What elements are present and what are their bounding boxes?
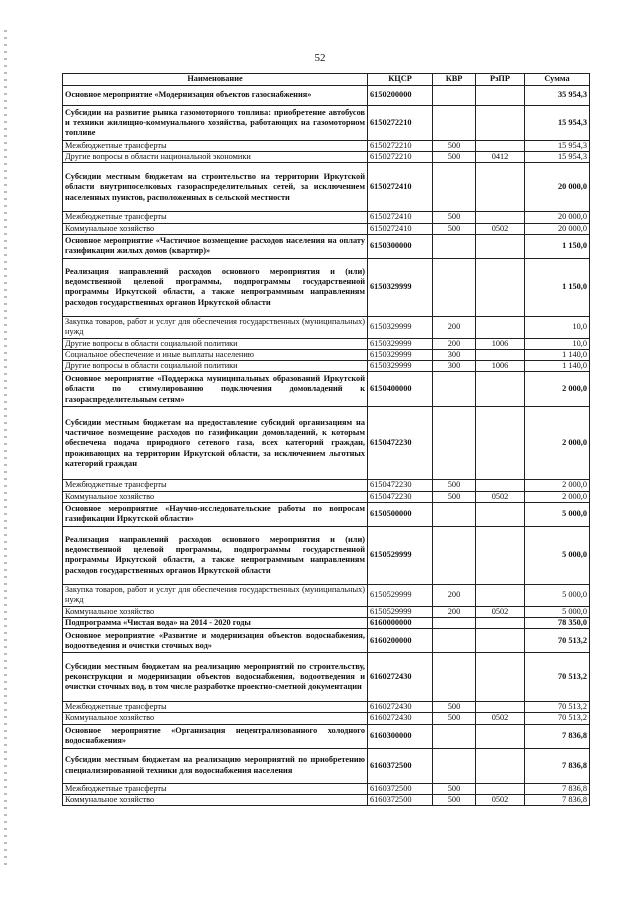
- row-kvr: [433, 502, 476, 526]
- row-rzpr: 0412: [476, 152, 525, 163]
- table-row: [63, 223, 590, 234]
- row-kvr: 500: [433, 783, 476, 794]
- row-name: Закупка товаров, работ и услуг для обеспечения государственных (муниципальных) нужд: [63, 316, 368, 338]
- row-kcsr: 6160372500: [368, 783, 433, 794]
- row-kvr: 500: [433, 713, 476, 724]
- table-body: [63, 86, 590, 806]
- row-name: Межбюджетные трансферты: [63, 141, 368, 152]
- table-row: [63, 372, 590, 407]
- row-name: Другие вопросы в области социальной политики: [63, 361, 368, 372]
- row-name: Коммунальное хозяйство: [63, 491, 368, 502]
- row-kcsr: 6150529999: [368, 526, 433, 584]
- table-row: [63, 713, 590, 724]
- row-sum: 10,0: [525, 338, 590, 349]
- row-rzpr: [476, 748, 525, 783]
- row-kvr: 500: [433, 794, 476, 805]
- row-name: Коммунальное хозяйство: [63, 794, 368, 805]
- row-rzpr: [476, 724, 525, 748]
- row-sum: 20 000,0: [525, 223, 590, 234]
- row-kvr: 500: [433, 480, 476, 491]
- row-rzpr: 0502: [476, 713, 525, 724]
- row-sum: 15 954,3: [525, 141, 590, 152]
- table-row: [63, 141, 590, 152]
- row-kcsr: 6150329999: [368, 361, 433, 372]
- row-name: Межбюджетные трансферты: [63, 783, 368, 794]
- row-kcsr: 6160272430: [368, 713, 433, 724]
- row-kvr: [433, 629, 476, 653]
- row-name: Другие вопросы в области социальной политики: [63, 338, 368, 349]
- row-sum: 15 954,3: [525, 152, 590, 163]
- row-kvr: [433, 526, 476, 584]
- row-name: Закупка товаров, работ и услуг для обеспечения государственных (муниципальных) нужд: [63, 584, 368, 606]
- row-kvr: 500: [433, 702, 476, 713]
- header-kvr: КВР: [433, 74, 476, 86]
- row-kvr: [433, 258, 476, 316]
- row-kvr: 500: [433, 223, 476, 234]
- table-row: [63, 350, 590, 361]
- row-name: Основное мероприятие «Поддержка муниципальных образований Иркутской области по стимулированию подключения домовладений к газораспределительным сетям»: [63, 372, 368, 407]
- row-name: Коммунальное хозяйство: [63, 713, 368, 724]
- row-kcsr: 6160272430: [368, 653, 433, 702]
- row-kvr: [433, 86, 476, 106]
- row-kvr: 500: [433, 152, 476, 163]
- row-rzpr: [476, 86, 525, 106]
- row-kcsr: 6150272210: [368, 141, 433, 152]
- table-row: [63, 724, 590, 748]
- row-kcsr: 6150300000: [368, 234, 433, 258]
- row-sum: 20 000,0: [525, 212, 590, 223]
- row-sum: 20 000,0: [525, 163, 590, 212]
- row-sum: 70 513,2: [525, 653, 590, 702]
- table-row: [63, 606, 590, 617]
- row-sum: 15 954,3: [525, 106, 590, 141]
- row-name: Межбюджетные трансферты: [63, 212, 368, 223]
- row-kvr: 300: [433, 361, 476, 372]
- row-rzpr: [476, 480, 525, 491]
- table-row: [63, 338, 590, 349]
- row-kvr: [433, 653, 476, 702]
- row-kvr: 200: [433, 316, 476, 338]
- row-rzpr: [476, 629, 525, 653]
- row-sum: 7 836,8: [525, 724, 590, 748]
- row-kcsr: 6150272410: [368, 212, 433, 223]
- row-name: Основное мероприятие «Научно-исследовательские работы по вопросам газификации Иркутской области»: [63, 502, 368, 526]
- table-row: [63, 783, 590, 794]
- row-rzpr: [476, 407, 525, 480]
- row-rzpr: [476, 584, 525, 606]
- table-row: [63, 212, 590, 223]
- row-name: Межбюджетные трансферты: [63, 702, 368, 713]
- row-rzpr: [476, 350, 525, 361]
- table-row: [63, 526, 590, 584]
- row-sum: 1 140,0: [525, 361, 590, 372]
- table-row: [63, 480, 590, 491]
- table-row: [63, 653, 590, 702]
- row-sum: 10,0: [525, 316, 590, 338]
- row-sum: 5 000,0: [525, 606, 590, 617]
- row-name: Субсидии местным бюджетам на реализацию мероприятий по строительству, реконструкции и модернизации объектов водоснабжения, водоотведения и очистки сточных вод, в том числе разработке проектно-сметной документации: [63, 653, 368, 702]
- row-sum: 78 350,0: [525, 618, 590, 629]
- row-kcsr: 6150329999: [368, 338, 433, 349]
- row-kvr: [433, 407, 476, 480]
- row-kcsr: 6150472230: [368, 491, 433, 502]
- row-name: Основное мероприятие «Частичное возмещение расходов населения на оплату газификации жилых домов (квартир)»: [63, 234, 368, 258]
- row-name: Основное мероприятие «Модернизация объектов газоснабжения»: [63, 86, 368, 106]
- row-sum: 5 000,0: [525, 502, 590, 526]
- row-sum: 1 140,0: [525, 350, 590, 361]
- header-name: Наименование: [63, 74, 368, 86]
- row-rzpr: [476, 502, 525, 526]
- row-sum: 2 000,0: [525, 480, 590, 491]
- table-row: [63, 584, 590, 606]
- row-kcsr: 6150272410: [368, 163, 433, 212]
- row-kcsr: 6150529999: [368, 584, 433, 606]
- row-kvr: [433, 372, 476, 407]
- row-rzpr: [476, 234, 525, 258]
- table-row: [63, 618, 590, 629]
- table-row: [63, 502, 590, 526]
- row-kcsr: 6150472230: [368, 480, 433, 491]
- table-row: [63, 702, 590, 713]
- row-sum: 1 150,0: [525, 258, 590, 316]
- row-sum: 7 836,8: [525, 748, 590, 783]
- row-rzpr: [476, 783, 525, 794]
- row-kcsr: 6150329999: [368, 350, 433, 361]
- row-sum: 5 000,0: [525, 584, 590, 606]
- row-rzpr: [476, 106, 525, 141]
- row-kcsr: 6150272410: [368, 223, 433, 234]
- row-name: Субсидии местным бюджетам на строительство на территории Иркутской области внутрипоселковых газораспределительных сетей, за исключением населенных пунктов, расположенных в сельской местности: [63, 163, 368, 212]
- table-row: [63, 629, 590, 653]
- table-row: [63, 361, 590, 372]
- row-kcsr: 6150272210: [368, 106, 433, 141]
- row-kcsr: 6150472230: [368, 407, 433, 480]
- row-name: Субсидии местным бюджетам на реализацию мероприятий по приобретению специализированной техники для водоснабжения населения: [63, 748, 368, 783]
- table-row: [63, 794, 590, 805]
- row-name: Подпрограмма «Чистая вода» на 2014 - 2020 годы: [63, 618, 368, 629]
- table-row: [63, 407, 590, 480]
- row-rzpr: [476, 163, 525, 212]
- row-name: Межбюджетные трансферты: [63, 480, 368, 491]
- row-rzpr: [476, 141, 525, 152]
- table-row: [63, 106, 590, 141]
- row-rzpr: [476, 618, 525, 629]
- header-sum: Сумма: [525, 74, 590, 86]
- row-name: Коммунальное хозяйство: [63, 223, 368, 234]
- row-kcsr: 6150200000: [368, 86, 433, 106]
- row-name: Основное мероприятие «Организация нецентрализованного холодного водоснабжения»: [63, 724, 368, 748]
- row-rzpr: 1006: [476, 338, 525, 349]
- row-sum: 2 000,0: [525, 407, 590, 480]
- row-rzpr: [476, 212, 525, 223]
- row-name: Субсидии местным бюджетам на предоставление субсидий организациям на частичное возмещение расходов по газификации домовладений, к которым обеспечена подача природного сетевого газа, всех категорий граждан, проживающих на территории Иркутской области, за исключением льготных категорий граждан: [63, 407, 368, 480]
- row-kvr: 300: [433, 350, 476, 361]
- row-name: Реализация направлений расходов основного мероприятия и (или) ведомственной целевой программы, подпрограммы государственной программы Иркутской области, а также непрограммным направлениям расходов государственных органов Иркутской области: [63, 258, 368, 316]
- row-name: Социальное обеспечение и иные выплаты населению: [63, 350, 368, 361]
- row-sum: 2 000,0: [525, 491, 590, 502]
- row-sum: 70 513,2: [525, 702, 590, 713]
- table-row: [63, 86, 590, 106]
- row-sum: 1 150,0: [525, 234, 590, 258]
- header-rzpr: РзПР: [476, 74, 525, 86]
- row-kvr: [433, 234, 476, 258]
- row-sum: 7 836,8: [525, 794, 590, 805]
- row-kvr: [433, 724, 476, 748]
- row-kvr: [433, 618, 476, 629]
- row-kvr: 200: [433, 338, 476, 349]
- row-kvr: 200: [433, 584, 476, 606]
- page-number: 52: [314, 52, 326, 64]
- row-sum: 7 836,8: [525, 783, 590, 794]
- row-kvr: 500: [433, 212, 476, 223]
- row-rzpr: 0502: [476, 794, 525, 805]
- row-rzpr: 0502: [476, 491, 525, 502]
- budget-table: [62, 73, 590, 806]
- table-header-row: [63, 74, 590, 86]
- row-name: Основное мероприятие «Развитие и модернизация объектов водоснабжения, водоотведения и очистки сточных вод»: [63, 629, 368, 653]
- row-sum: 2 000,0: [525, 372, 590, 407]
- row-kvr: 200: [433, 606, 476, 617]
- row-name: Коммунальное хозяйство: [63, 606, 368, 617]
- row-kcsr: 6160372500: [368, 748, 433, 783]
- row-kcsr: 6150329999: [368, 316, 433, 338]
- table-row: [63, 234, 590, 258]
- row-kcsr: 6150272210: [368, 152, 433, 163]
- row-kcsr: 6160372500: [368, 794, 433, 805]
- row-rzpr: 1006: [476, 361, 525, 372]
- row-kcsr: 6160300000: [368, 724, 433, 748]
- row-kcsr: 6150529999: [368, 606, 433, 617]
- row-kcsr: 6150500000: [368, 502, 433, 526]
- row-kvr: [433, 106, 476, 141]
- row-name: Реализация направлений расходов основного мероприятия и (или) ведомственной целевой программы, подпрограммы государственной программы Иркутской области, а также непрограммным направлениям расходов государственных органов Иркутской области: [63, 526, 368, 584]
- row-kcsr: 6160000000: [368, 618, 433, 629]
- table-row: [63, 316, 590, 338]
- row-sum: 5 000,0: [525, 526, 590, 584]
- row-rzpr: [476, 316, 525, 338]
- row-name: Другие вопросы в области национальной экономики: [63, 152, 368, 163]
- table-row: [63, 491, 590, 502]
- row-kcsr: 6150400000: [368, 372, 433, 407]
- row-name: Субсидии на развитие рынка газомоторного топлива: приобретение автобусов и техники жилищно-коммунального хозяйства, работающих на газомоторном топливе: [63, 106, 368, 141]
- row-rzpr: [476, 258, 525, 316]
- row-kcsr: 6150329999: [368, 258, 433, 316]
- row-rzpr: [476, 526, 525, 584]
- table-row: [63, 258, 590, 316]
- row-sum: 70 513,2: [525, 713, 590, 724]
- row-rzpr: 0502: [476, 223, 525, 234]
- binding-edge: [4, 30, 7, 870]
- header-kcsr: КЦСР: [368, 74, 433, 86]
- row-kvr: [433, 748, 476, 783]
- row-kvr: 500: [433, 141, 476, 152]
- row-kcsr: 6160272430: [368, 702, 433, 713]
- row-kvr: 500: [433, 491, 476, 502]
- table-row: [63, 163, 590, 212]
- table-row: [63, 152, 590, 163]
- row-rzpr: [476, 372, 525, 407]
- row-rzpr: [476, 702, 525, 713]
- row-sum: 70 513,2: [525, 629, 590, 653]
- row-kvr: [433, 163, 476, 212]
- row-kcsr: 6160200000: [368, 629, 433, 653]
- row-rzpr: [476, 653, 525, 702]
- row-sum: 35 954,3: [525, 86, 590, 106]
- row-rzpr: 0502: [476, 606, 525, 617]
- table-row: [63, 748, 590, 783]
